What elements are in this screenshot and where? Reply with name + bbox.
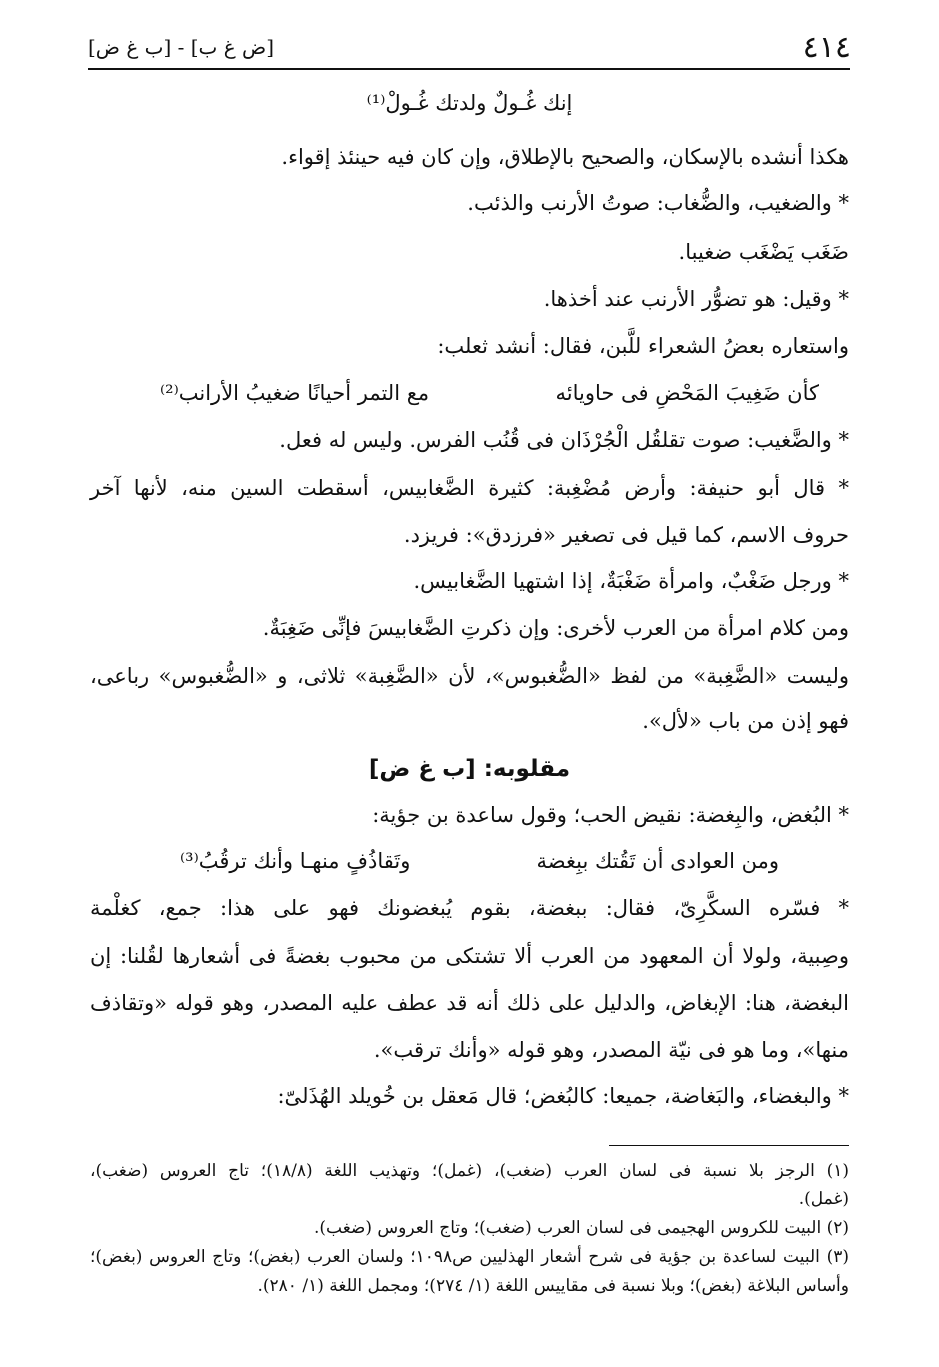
footnote-line: (٣) البيت لساعدة بن جؤية فى شرح أشعار الهذليين ص١٠٩٨؛ ولسان العرب (بغض)؛ وتاج العروس (بغض)؛ [90, 1247, 849, 1267]
body-line: * البُغض، والبِغضة: نقيض الحب؛ وقول ساعدة بن جؤية: [372, 803, 849, 827]
body-line: وصِبية، ولولا أن المعهود من العرب ألا تشتكى من محبوب بغضةً فى أشعارها لقُلنا: إن [90, 944, 849, 968]
body-line: ضَغَب يَضْغَب ضغيبا. [678, 240, 849, 264]
body-line: هكذا أنشده بالإسكان، والصحيح بالإطلاق، وإن كان فيه حينئذ إقواء. [281, 145, 849, 169]
body-line: ومن كلام امرأة من العرب لأخرى: وإن ذكرتِ الضَّغابيسَ فإنِّى ضَغِبَةٌ. [262, 616, 849, 640]
footnote-line: (١) الرجز بلا نسبة فى لسان العرب (ضغب)، (غمل)؛ وتهذيب اللغة (١٨/٨)؛ تاج العروس (ضغب)، [90, 1161, 849, 1181]
body-line: * والضَّغيب: صوت تقلقُل الْجُرْذَان فى قُنُب الفرس. وليس له فعل. [279, 428, 849, 452]
footnote-line: (٢) البيت للكروس الهجيمى فى لسان العرب (ضغب)؛ وتاج العروس (ضغب). [313, 1218, 849, 1238]
footnote-line: (غمل). [798, 1189, 849, 1209]
body-line: فهو إذن من باب «لأل». [642, 709, 849, 733]
body-line: البغضة، هنا: الإبغاض، والدليل على ذلك أنه قد عطف عليه المصدر، وهو قوله «وتقاذف [90, 991, 849, 1015]
body-line: * قال أبو حنيفة: وأرض مُضْغِبة: كثيرة الضَّغابيس، أسقطت السين منه، لأنها آخر [90, 476, 849, 500]
section-heading: مقلوبه: [ب غ ض] [368, 756, 571, 782]
verse1-second-hemistich: مع التمر أحيانًا ضغيبُ الأرانب⁽²⁾ [160, 381, 430, 405]
footnote-rule [609, 1145, 849, 1146]
verse-line: إنك غُـولٌ ولدتك غُـولْ⁽¹⁾ [366, 91, 573, 115]
body-line: حروف الاسم، كما قيل فى تصغير «فرزدق»: فريزد. [403, 523, 849, 547]
footnote-line: وأساس البلاغة (بغض)؛ وبلا نسبة فى مقاييس اللغة (١/ ٢٧٤)؛ ومجمل اللغة (١/ ٢٨٠). [257, 1276, 849, 1296]
page-number: ٤١٤ [802, 30, 851, 65]
verse1-first-hemistich: كأن ضَغِيبَ المَحْضِ فى حاويائه [555, 381, 819, 405]
body-line: * وقيل: هو تضوُّر الأرنب عند أخذها. [543, 287, 849, 311]
verse2-second-hemistich: وتَقاذُفٍ منهـا وأنك ترقُبُ⁽³⁾ [180, 849, 411, 873]
body-line: وليست «الضَّغِبة» من لفظ «الضُّغبوس»، لأن «الضَّغِبة» ثلاثى، و «الضُّغبوس» رباعى، [90, 664, 849, 688]
body-line: * والبغضاء، والبَغاضة، جميعا: كالبُغض؛ قال مَعقل بن خُويلد الهُذَلىّ: [277, 1084, 849, 1108]
body-line: منها»، وما هو فى نيّة المصدر، وهو قوله «وأنك ترقب». [373, 1038, 849, 1062]
body-line: * فسّره السكَّرِىّ، فقال: ببغضة، بقوم يُبغضونك فهو على هذا: جمع، كغلْمة [90, 896, 849, 920]
running-head: [ض غ ب] - [ب غ ض] [88, 35, 274, 59]
body-line: * ورجل ضَغْبٌ، وامرأة ضَغْبَةٌ، إذا اشتهيا الضَّغابيس. [413, 569, 849, 593]
body-line: واستعاره بعضُ الشعراء للَّبن، فقال: أنشد ثعلب: [437, 334, 849, 358]
body-line: * والضغيب، والضُّغاب: صوتُ الأرنب والذئب. [467, 191, 849, 215]
verse2-first-hemistich: ومن العوادى أن تَقُتك ببِغضة [536, 849, 779, 873]
header-rule [88, 68, 850, 70]
